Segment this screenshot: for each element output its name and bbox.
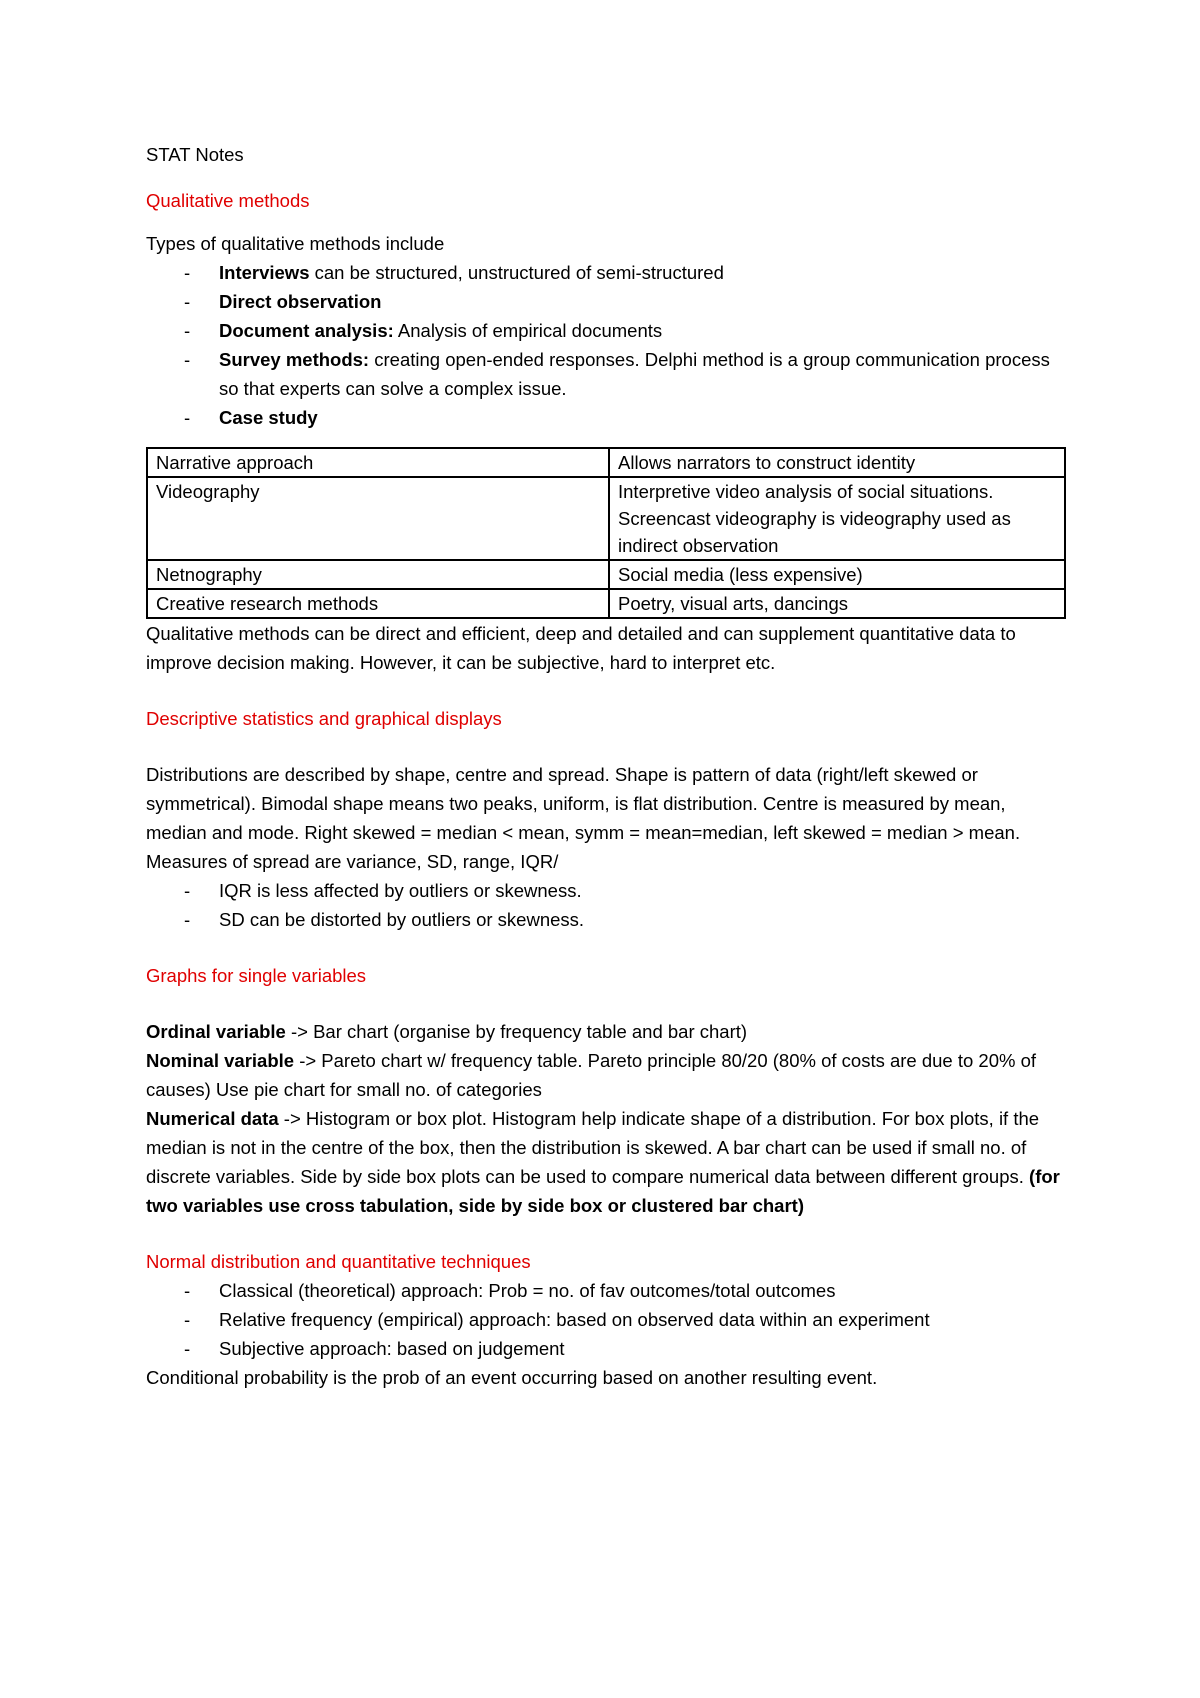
qualitative-summary: Qualitative methods can be direct and efficient, deep and detailed and can supplement quantitative data to improve decision making. However, it can be subjective, hard to interpret etc.: [146, 623, 1016, 673]
table-row: [147, 477, 1065, 560]
table-cell: Narrative approach: [147, 448, 609, 477]
list-item: - IQR is less affected by outliers or skewness.: [146, 876, 1066, 905]
table-row: [147, 589, 1065, 618]
heading-descriptive-statistics: Descriptive statistics and graphical displays: [146, 708, 502, 729]
list-item: - Classical (theoretical) approach: Prob = no. of fav outcomes/total outcomes: [146, 1276, 1066, 1305]
nominal-variable-paragraph: Nominal variable -> Pareto chart w/ frequency table. Pareto principle 80/20 (80% of costs are due to 20% of causes) Use pie chart for small no. of categories: [146, 1050, 1037, 1100]
list-item: - Case study: [146, 403, 1066, 432]
table-cell: Allows narrators to construct identity: [609, 448, 1065, 477]
list-item: - Direct observation: [146, 287, 1066, 316]
list-item: - Relative frequency (empirical) approach: based on observed data within an experiment: [146, 1305, 1066, 1334]
qualitative-intro: Types of qualitative methods include: [146, 233, 445, 254]
list-item: - Interviews can be structured, unstructured of semi-structured: [146, 258, 1066, 287]
descriptive-paragraph: Distributions are described by shape, centre and spread. Shape is pattern of data (right/left skewed or symmetrical). Bimodal shape means two peaks, uniform, is flat distribution. Centre is measured by mean, median and mode. Right skewed = median < mean, symm = mean=median, left skewed = median > mean. Measures of spread are variance, SD, range, IQR/: [146, 764, 1021, 872]
table-cell: Creative research methods: [147, 589, 609, 618]
list-item: - Subjective approach: based on judgement: [146, 1334, 1066, 1363]
list-item: - Document analysis: Analysis of empirical documents: [146, 316, 1066, 345]
table-row: [147, 448, 1065, 477]
qualitative-methods-list: [146, 258, 1066, 432]
table-cell: Social media (less expensive): [609, 560, 1065, 589]
table-cell: Interpretive video analysis of social situations. Screencast videography is videography used as indirect observation: [609, 477, 1065, 560]
list-item: - SD can be distorted by outliers or skewness.: [146, 905, 1066, 934]
ordinal-variable-paragraph: Ordinal variable -> Bar chart (organise by frequency table and bar chart): [146, 1021, 748, 1042]
heading-qualitative-methods: Qualitative methods: [146, 190, 310, 211]
spread-measures-list: [146, 876, 1066, 934]
table-cell: Poetry, visual arts, dancings: [609, 589, 1065, 618]
probability-approaches-list: [146, 1276, 1066, 1363]
heading-normal-distribution: Normal distribution and quantitative techniques: [146, 1251, 531, 1272]
heading-graphs-single-variables: Graphs for single variables: [146, 965, 367, 986]
numerical-data-paragraph: Numerical data -> Histogram or box plot. Histogram help indicate shape of a distribution. For box plots, if the median is not in the centre of the box, then the distribution is skewed. A bar chart can be used if small no. of discrete variables. Side by side box plots can be used to compare numerical data between different groups. (for two variables use cross tabulation, side by side box or clustered bar chart): [146, 1108, 1060, 1216]
conditional-probability-paragraph: Conditional probability is the prob of an event occurring based on another resulting event.: [146, 1367, 878, 1388]
table-cell: Videography: [147, 477, 609, 560]
table-row: [147, 560, 1065, 589]
document-page: [146, 140, 1066, 1392]
qualitative-approaches-table: [146, 447, 1066, 619]
table-cell: Netnography: [147, 560, 609, 589]
document-title: STAT Notes: [146, 144, 244, 165]
list-item: - Survey methods: creating open-ended responses. Delphi method is a group communication process so that experts can solve a complex issue.: [146, 345, 1066, 403]
